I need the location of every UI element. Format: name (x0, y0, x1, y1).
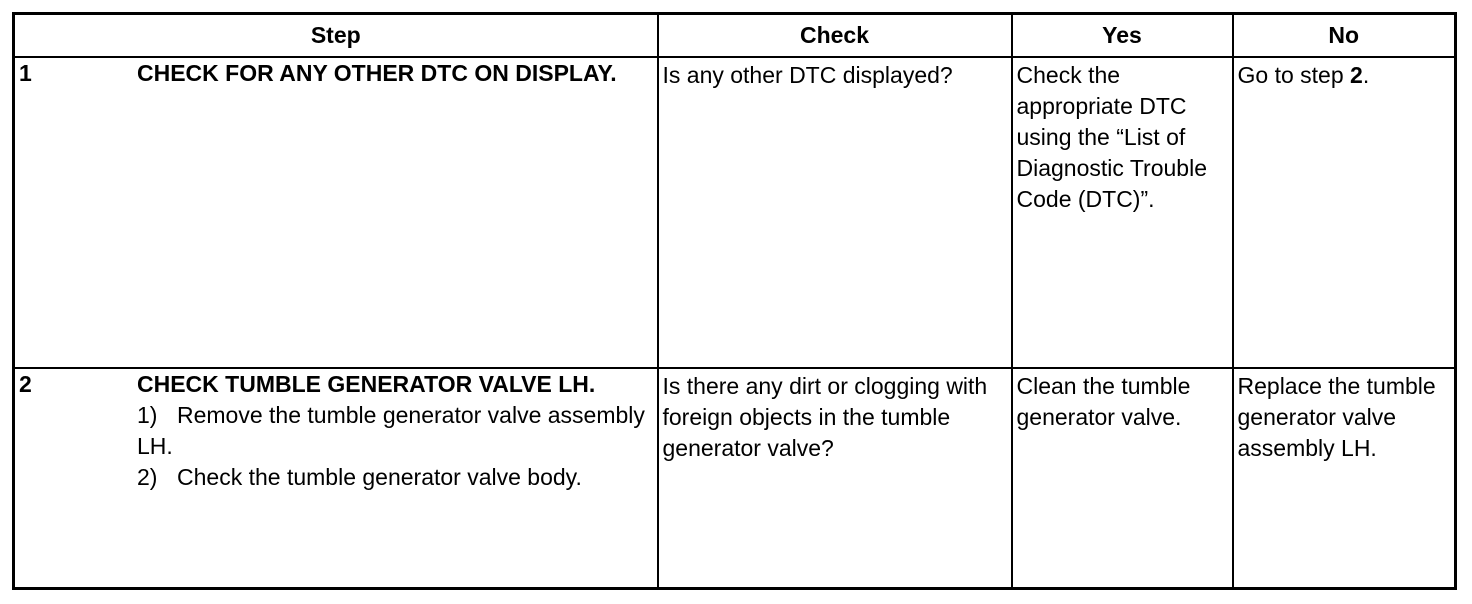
check-text: Is any other DTC displayed? (662, 62, 953, 88)
no-suffix: . (1362, 62, 1370, 88)
check-cell (658, 57, 1012, 368)
diagnostic-table (12, 12, 1457, 590)
step-title: CHECK TUMBLE GENERATOR VALVE LH. (137, 371, 596, 397)
substep (137, 462, 653, 493)
table-row (14, 57, 1456, 368)
header-check: Check (658, 14, 1012, 58)
step-cell (14, 368, 658, 589)
check-text: Is there any dirt or clogging with foreign objects in the tumble generator valve? (662, 373, 988, 461)
substep-number: 2) (137, 464, 158, 490)
no-step-ref: 2 (1350, 62, 1363, 88)
no-text (1238, 58, 1451, 91)
yes-text: Check the appropriate DTC using the “List of Diagnostic Trouble Code (DTC)”. (1016, 62, 1207, 212)
step-number: 2 (19, 371, 32, 397)
header-no: No (1233, 14, 1456, 58)
check-cell (658, 368, 1012, 589)
yes-text: Clean the tumble generator valve. (1016, 373, 1191, 430)
header-yes: Yes (1012, 14, 1233, 58)
step-body (137, 58, 653, 89)
substep-number: 1) (137, 402, 158, 428)
yes-cell (1012, 368, 1233, 589)
substep (137, 400, 653, 462)
no-prefix: Go to step (1237, 62, 1351, 88)
no-cell (1233, 57, 1456, 368)
header-step: Step (14, 14, 658, 58)
substep-text: Check the tumble generator valve body. (177, 464, 582, 490)
header-row (14, 14, 1456, 58)
no-text: Replace the tumble generator valve assembly LH. (1237, 373, 1436, 461)
step-number: 1 (19, 60, 32, 86)
no-cell (1233, 368, 1456, 589)
step-title: CHECK FOR ANY OTHER DTC ON DISPLAY. (137, 60, 617, 86)
step-cell (14, 57, 658, 368)
table-row (14, 368, 1456, 589)
substep-text: Remove the tumble generator valve assembly LH. (137, 402, 645, 459)
step-body (137, 369, 653, 493)
yes-cell (1012, 57, 1233, 368)
